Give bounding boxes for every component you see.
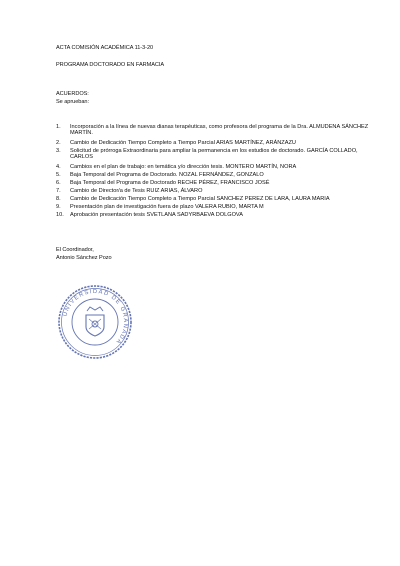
seal-graphic: [56, 283, 134, 361]
se-aprueban-label: Se aprueban:: [56, 99, 89, 105]
acuerdos-heading: ACUERDOS:: [56, 91, 89, 97]
list-item-text: Cambio de Dedicación Tiempo Completo a Tiempo Parcial SANCHEZ PEREZ DE LARA, LAURA MARIA: [70, 196, 330, 202]
list-item-number: 5.: [56, 172, 61, 178]
signature-name: Antonio Sánchez Pozo: [56, 255, 112, 261]
list-item-text: Baja Temporal del Programa de Doctorado. NOZAL FERNÁNDEZ, GONZALO: [70, 172, 264, 178]
list-item-number: 8.: [56, 196, 61, 202]
list-item-text: Cambio de Director/a de Tesis RUIZ ARIAS, ÁLVARO: [70, 188, 203, 194]
program-name: PROGRAMA DOCTORADO EN FARMACIA: [56, 62, 165, 68]
list-item-number: 2.: [56, 140, 61, 146]
list-item-number: 6.: [56, 180, 61, 186]
list-item-text: Baja Temporal del Programa de Doctorado RECHE PÉREZ, FRANCISCO JOSÉ: [70, 180, 270, 186]
list-item-text: Presentación plan de investigación fuera de plazo VALERA RUBIO, MARTA M: [70, 204, 264, 210]
signature-role: El Coordinador,: [56, 247, 94, 253]
list-item-number: 1.: [56, 124, 61, 130]
list-item-number: 9.: [56, 204, 61, 210]
list-item-text: Incorporación a la línea de nuevas dianas terapéuticas, como profesora del programa de la Dra. ALMUDENA SÁNCHEZ MARTÍN.: [70, 124, 369, 137]
list-item-number: 7.: [56, 188, 61, 194]
list-item-number: 4.: [56, 164, 61, 170]
list-item-number: 3.: [56, 148, 61, 154]
list-item-text: Aprobación presentación tesis SVETLANA SADYRBAEVA DOLGOVA: [70, 212, 243, 218]
list-item-text: Cambios en el plan de trabajo: en temática y/o dirección tesis. MONTERO MARTÍN, NORA: [70, 164, 297, 170]
list-item-text: Cambio de Dedicación Tiempo Completo a Tiempo Parcial ARIAS MARTÍNEZ, ARÁNZAZU: [70, 140, 296, 146]
svg-text:UNIVERSIDAD DE GRANADA: UNIVERSIDAD DE GRANADA: [62, 288, 129, 346]
document-title: ACTA COMISIÓN ACADÉMICA 11-3-20: [56, 45, 154, 51]
university-seal-stamp: [56, 283, 134, 361]
list-item-text: Solicitud de prórroga Extraordinaria para ampliar la permanencia en los estudios de doctorado. GARCÍA COLLADO, CARLOS: [70, 148, 358, 161]
list-item-number: 10.: [56, 212, 64, 218]
